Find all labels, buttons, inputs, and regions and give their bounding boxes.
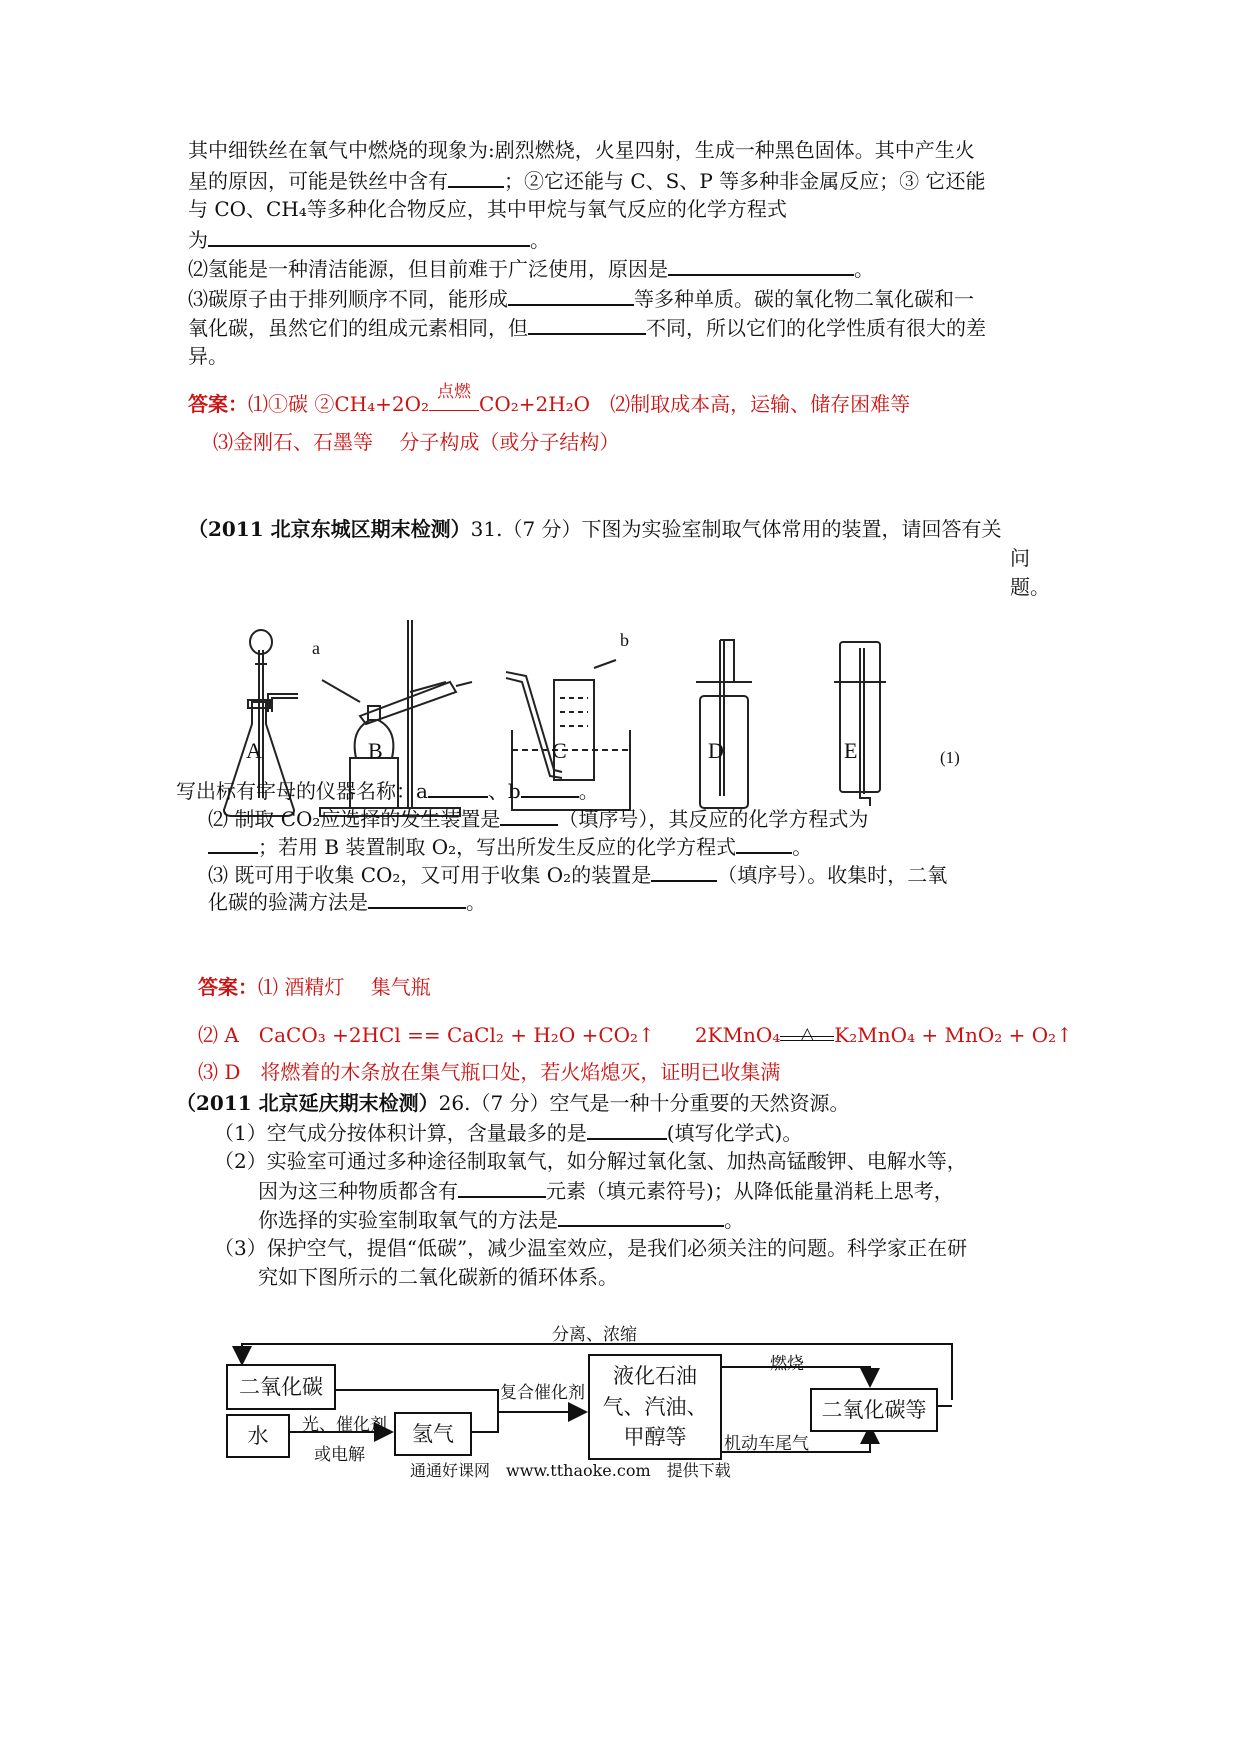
blank (500, 806, 558, 826)
apparatus-label: C (552, 738, 567, 763)
blank (521, 778, 579, 798)
part-label-b: b (620, 630, 629, 650)
label-separate: 分离、浓缩 (552, 1325, 637, 1345)
label-burn: 燃烧 (770, 1354, 804, 1374)
text-line: ⑶碳原子由于排列顺序不同，能形成 等多种单质。碳的氧化物二氧化碳和一 (188, 287, 974, 311)
question-line: （3）保护空气，提倡“低碳”，减少温室效应，是我们必须关注的问题。科学家正在研 (214, 1236, 968, 1260)
box-co2: 二氧化碳 (226, 1364, 336, 1410)
text-line: 氧化碳，虽然它们的组成元素相同，但 不同，所以它们的化学性质有很大的差 (188, 316, 986, 340)
answer-line: ⑶金刚石、石墨等 分子构成（或分子结构） (213, 430, 620, 454)
apparatus-label: E (844, 738, 858, 763)
text-line: ⑵氢能是一种清洁能源，但目前难于广泛使用，原因是 。 (188, 257, 874, 281)
box-co2-etc: 二氧化碳等 (810, 1388, 938, 1432)
apparatus-label: B (368, 738, 383, 763)
label-electrolysis: 或电解 (314, 1445, 365, 1465)
blank (528, 315, 646, 335)
box-h2: 氢气 (394, 1412, 472, 1456)
blank (208, 227, 530, 247)
apparatus-label: A (246, 738, 262, 763)
apparatus-e-bottle (834, 642, 886, 806)
question-line: 你选择的实验室制取氧气的方法是 。 (258, 1208, 744, 1232)
text-line: 异。 (188, 344, 228, 368)
label-exhaust: 机动车尾气 (724, 1434, 809, 1454)
question-line: ⑵ 制取 CO₂应选择的发生装置是 （填序号），其反应的化学方程式为 (208, 807, 869, 831)
part-label-a: a (312, 638, 320, 658)
text-wrap: 题。 (1010, 575, 1050, 599)
question-header: （2011 北京延庆期末检测）26.（7 分）空气是一种十分重要的天然资源。 (176, 1091, 850, 1115)
label-catalyst: 复合催化剂 (500, 1383, 585, 1403)
blank (208, 834, 258, 854)
blank (587, 1120, 667, 1140)
text-wrap: 问 (1010, 546, 1030, 570)
blank (428, 778, 488, 798)
apparatus-d-bottle (696, 640, 752, 808)
blank (368, 889, 466, 909)
answer-line: ⑵ A CaCO₃ +2HCl == CaCl₂ + H₂O +CO₂↑ 2KMnO₄ △ K₂MnO₄ + MnO₂ + O₂↑ (198, 1023, 1073, 1047)
blank (668, 256, 854, 276)
box-water: 水 (226, 1414, 290, 1458)
question-line: 写出标有字母的仪器名称：a 、b 。 (176, 779, 599, 803)
answer-line: 答案：⑴①碳 ②CH₄+2O₂ 点燃 CO₂+2H₂O ⑵制取成本高，运输、储存困难等 (188, 382, 911, 416)
question-line: ；若用 B 装置制取 O₂，写出所发生反应的化学方程式 。 (208, 834, 812, 859)
text-line: 其中细铁丝在氧气中燃烧的现象为:剧烈燃烧，火星四射，生成一种黑色固体。其中产生火 (188, 138, 975, 162)
answer-line: 答案：⑴ 酒精灯 集气瓶 (198, 975, 431, 999)
blank (558, 1207, 724, 1227)
question-line: 因为这三种物质都含有 元素（填元素符号)；从降低能量消耗上思考， (258, 1179, 954, 1203)
question-line: 究如下图所示的二氧化碳新的循环体系。 (258, 1265, 618, 1289)
question-line: （2）实验室可通过多种途径制取氧气，如分解过氧化氢、加热高锰酸钾、电解水等， (214, 1149, 967, 1173)
blank (458, 1178, 546, 1198)
blank (448, 168, 504, 188)
footer-source: 通通好课网 www.tthaoke.com 提供下载 (410, 1461, 731, 1480)
question-header: （2011 北京东城区期末检测）31.（7 分）下图为实验室制取气体常用的装置，请回答有关 (188, 517, 1002, 541)
label-light: 光、催化剂 (302, 1415, 387, 1435)
apparatus-label: D (708, 738, 724, 763)
box-fuels: 液化石油 气、汽油、 甲醇等 (588, 1354, 722, 1460)
question-line: （1）空气成分按体积计算，含量最多的是 (填写化学式)。 (214, 1121, 803, 1145)
question-number: (1) (940, 748, 960, 767)
blank (736, 834, 792, 854)
question-line: 化碳的验满方法是 。 (208, 890, 486, 914)
text-line: 为 。 (188, 228, 550, 252)
blank (651, 862, 717, 882)
text-line: 与 CO、CH₄等多种化合物反应，其中甲烷与氧气反应的化学方程式 (188, 197, 787, 221)
question-line: ⑶ 既可用于收集 CO₂，又可用于收集 O₂的装置是 （填序号）。收集时，二氧 (208, 863, 948, 887)
text-line: 星的原因，可能是铁丝中含有 ；②它还能与 C、S、P 等多种非金属反应；③ 它还能 (188, 169, 986, 193)
reaction-arrow: 点燃 (429, 398, 479, 411)
blank (508, 286, 634, 306)
answer-line: ⑶ D 将燃着的木条放在集气瓶口处，若火焰熄灭，证明已收集满 (198, 1060, 781, 1084)
